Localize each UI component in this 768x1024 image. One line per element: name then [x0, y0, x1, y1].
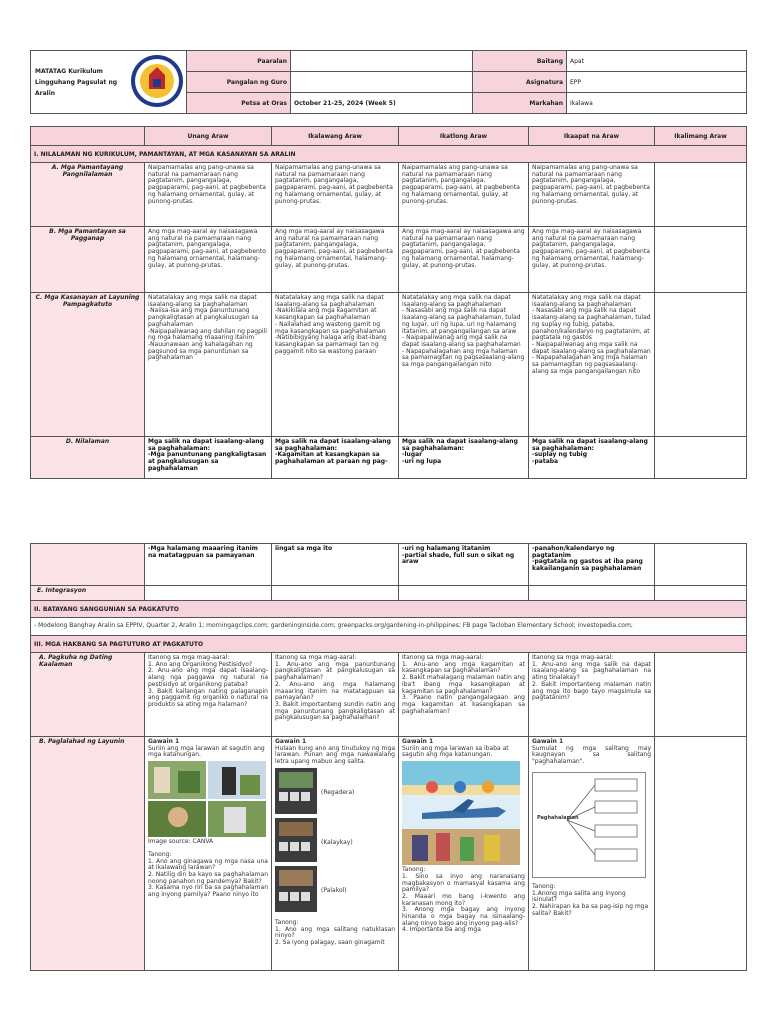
day-4-header: Ikaapat na Araw [529, 127, 655, 146]
row-b-day3: Ang mga mag-aaral ay naisasagawa ang natural na pamamaraan nang pagtatanim, pangangalaga, pagpaparami, pag-aani, at pagbebenta ng halamang ornamental, halamang-gulay, at punong-prutas. [399, 227, 529, 293]
row-a-label: A. Mga Pamantayang Pangnilalaman [31, 163, 145, 227]
row-d-day4: Mga salik na dapat isaalang-alang sa paghahalaman: -suplay ng tubig -pataba [529, 437, 655, 479]
paaralan-value [291, 51, 473, 72]
row-pb-label: B. Paglalahad ng Layunin [31, 737, 145, 971]
row-b-day1: Ang mga mag-aaral ay naisasagawa ang natural na pamamaraan nang pagtatanim, pangangalaga, pagpaparami, pag-aani, at pagbebento ng halamang ornamental, halamang-gulay, at punong-prutas. [145, 227, 272, 293]
gawain-title: Gawain 1 [402, 738, 434, 745]
row-e-label: E. Integrasyon [31, 586, 145, 601]
header-title-cell [31, 51, 187, 114]
row-d2-day3: -uri ng halamang itatanim -partial shade, full sun o sikat ng araw [399, 544, 529, 586]
image-source-note: Image source: CANVA [148, 838, 214, 846]
travel-photo-collage-image [402, 761, 520, 865]
row-e-day5 [655, 586, 747, 601]
lesson-table-page1 [30, 126, 747, 479]
row-a-day5 [655, 163, 747, 227]
row-pa-day2: Itanong sa mga mag-aaral: 1. Anu-ano ang mga panuntunang pangkaligtasan at pangkalusugan sa paghahalaman? 2. Anu-ano ang mga halamang maaaring itanim na matatagpuan sa pamayanan? 3. Bakit importanteng sundin natin ang mga panuntunang pangkaligtasan at pangkalusugan sa paghahalaman? [272, 653, 399, 737]
row-e-day3 [399, 586, 529, 601]
asignatura-value: EPP [567, 72, 747, 93]
row-pa-day1: Itanong sa mga mag-aaral: 1. Ano ang Organikong Pestisidyo? 2. Anu-ano ang mga dapat isaalang-alang nga paggawa ng natural na pestisidyo at organikong pataba? 3. Bakit kailangan nating palaganapin ang paggamit ng organiko o natural na produkto sa ating mga halaman? [145, 653, 272, 737]
word-web-center: Paghahalaman [537, 814, 579, 821]
tool-item-2: (Kalaykay) [321, 838, 353, 846]
page-two [30, 543, 746, 971]
guro-value [291, 72, 473, 93]
rake-letters-image [275, 818, 317, 862]
gawain-1-questions: Tanong: 1. Ano ang ginagawa ng mga nasa una at ikalawang larawan? 2. Natilig din ba kayo sa paghahalaman noong panahon ng pandemya? Bakit? 3. Kasama nyo rin ba sa paghahalaman ang inyong pamilya? Paano ninyo ito [148, 850, 268, 899]
row-b-day4: Ang mga mag-aaral ay naisasagawa ang natural na pamamaraan nang pagtatanim, pangangalaga, pagpaparami, pag-aani, at pagbebenta ng halamang ornamental, halamang-gulay, at punong-prutas. [529, 227, 655, 293]
asignatura-label: Asignatura [473, 72, 567, 93]
row-e-day4 [529, 586, 655, 601]
row-d-continued-label [31, 544, 145, 586]
row-a-day2: Naipamamalas ang pang-unawa sa natural na pamamaraan nang pagtatanim, pangangalaga, pagpaparami, pag-aani, at pagbebenta ng halamang ornamental, gulay, at punong-prutas. [272, 163, 399, 227]
gawain-title: Gawain 1 [532, 738, 564, 745]
gawain-4-questions: Tanong: 1.Anong mga salita ang inyong isinulat? 2. Nahirapan ka ba sa pag-isip ng mga salita? Bakit? [532, 882, 649, 917]
guro-label: Pangalan ng Guro [187, 72, 291, 93]
row-pb-day4 [529, 737, 655, 971]
row-d-label: D. Nilalaman [31, 437, 145, 479]
row-c-day1: Natatalakay ang mga salik na dapat isaalang-alang sa paghahalaman -Naiisa-isa ang mga panuntunang pangkaligtasan at pangkalusugan sa paghahalaman -Naipapaliwanag ang dahilan ng pagpili ng mga halamang maaaring itanim -Nauunawaan ang kahalagahan ng pagsunod sa mga panuntunan sa paghahalaman [145, 293, 272, 437]
markahan-value: Ikalawa [567, 93, 747, 114]
day-1-header: Unang Araw [145, 127, 272, 146]
row-c-label: C. Mga Kasanayan at Layuning Pampagkatuto [31, 293, 145, 437]
row-e-day1 [145, 586, 272, 601]
row-a-day1: Naipamamalas ang pang-unawa sa natural na pamamaraan nang pagtatanim, pangangalaga, pagpaparami, pag-aani, at pagbebenta ng halamang ornamental, gulay, at punong-prutas. [145, 163, 272, 227]
row-c-day5 [655, 293, 747, 437]
corner-cell [31, 127, 145, 146]
section-one-heading: I. NILALAMAN NG KURIKULUM, PAMANTAYAN, AT MGA KASANAYAN SA ARALIN [31, 146, 747, 163]
gawain-4-instructions: Sumulat ng mga salitang may kaugnayan sa salitang "paghahalaman". [532, 744, 651, 766]
word-web-diagram [532, 772, 646, 878]
watering-can-letters-image [275, 768, 317, 814]
row-pa-day5 [655, 653, 747, 737]
row-b-day2: Ang mga mag-aaral ay naisasagawa ang natural na pamamaraan nang pagtatanim, pangangalaga, pagpaparami, pag-aani, at pagbebenta ng halamang ornamental, halamang-gulay, at punong-prutas. [272, 227, 399, 293]
day-3-header: Ikatlong Araw [399, 127, 529, 146]
document-title: MATATAG Kurikulum Lingguhang Pagsulat ng Aralin [35, 67, 118, 97]
row-e-day2 [272, 586, 399, 601]
row-pb-day5 [655, 737, 747, 971]
gardening-photo-collage-image [148, 761, 266, 837]
gawain-2-instructions: Hulaan kung ano ang tinutukoy ng mga larawan. Punan ang mga nawawalang letra upang mabuo ang salita. [275, 744, 395, 766]
tool-guessing-list [275, 768, 395, 916]
gawain-3-questions: Tanong: 1. Sino sa inyo ang naranasang magbakasyon o mamasyal kasama ang pamilya? 2. Maaari mo bang i-kwento ang karanasan mong ito? 3. Anong mga bagay ang inyong hinanda o mga bagay na isinaalang-alang ninyo bago ang inyong pag-alis? 4. Importante ba ang mga [402, 866, 525, 934]
word-web-lines [533, 773, 645, 877]
row-d-day3: Mga salik na dapat isaalang-alang sa paghahalaman: -lugar -uri ng lupa [399, 437, 529, 479]
row-pa-label: A. Pagkuha ng Dating Kaalaman [31, 653, 145, 737]
gawain-3-instructions: Suriin ang mga larawan sa ibaba at sagutin ang mga katanungan. [402, 744, 509, 759]
sanggunian-text: - Modelong Banghay Aralin sa EPPIV, Quarter 2, Aralin 1; morningagclips.com; gardeninginside.com; greenpacks.org/gardening-in-philippines; FB page Tacloban Elementary School; investopedia.com; [31, 618, 747, 636]
petsa-label: Petsa at Oras [187, 93, 291, 114]
section-two-heading: II. BATAYANG SANGGUNIAN SA PAGKATUTO [31, 601, 747, 618]
paaralan-label: Paaralan [187, 51, 291, 72]
row-b-day5 [655, 227, 747, 293]
header-table [30, 50, 747, 114]
baitang-label: Baitang [473, 51, 567, 72]
deped-seal-icon [129, 53, 185, 109]
tool-item-1: (Regadera) [321, 788, 355, 796]
row-d-day1: Mga salik na dapat isaalang-alang sa paghahalaman: -Mga panuntunang pangkaligtasan at pangkalusugan sa paghahalaman [145, 437, 272, 479]
page-one [30, 50, 746, 479]
row-pa-day3: Itanong sa mga mag-aaral: 1. Anu-ano ang mga kagamitan at kasangkapan sa paghahalaman? 2. Bakit mahalagang malaman natin ang iba't ibang mga kasangkapan at kagamitan sa paghahalaman? 3. Paano natin pangangalagaan ang mga kagamitan at kasangkapan sa paghahalaman? [399, 653, 529, 737]
row-pb-day3 [399, 737, 529, 971]
day-5-header: Ikalimang Araw [655, 127, 747, 146]
axe-letters-image [275, 866, 317, 912]
gawain-title: Gawain 1 [275, 738, 307, 745]
baitang-value: Apat [567, 51, 747, 72]
row-pb-day2 [272, 737, 399, 971]
row-c-day3: Natatalakay ang mga salik na dapat isaalang-alang sa paghahalaman - Nasasabi ang mga salik na dapat isaalang-alang sa paghahalaman, tulad ng lugar, uri ng lupa, uri ng halamang itatanim, at pangangailangan sa araw - Naipapaliwanag ang mga salik na dapat isaalang-alang sa paghahalaman - Napapahalagahan ang mga halaman sa pamamagitan ng pagsasaalang-alang sa mga pangangailangan nito [399, 293, 529, 437]
gawain-1-instructions: Suriin ang mga larawan at sagutin ang mga katanungan. [148, 744, 265, 759]
row-pb-day1 [145, 737, 272, 971]
row-d2-day4: -panahon/kalendaryo ng pagtatanim -pagtatala ng gastos at iba pang kakailanganin sa paghahalaman [529, 544, 655, 586]
row-d2-day1: -Mga halamang maaaring itanim na matatagpuan sa pamayanan [145, 544, 272, 586]
row-d-day5 [655, 437, 747, 479]
row-d2-day2: iingat sa mga ito [272, 544, 399, 586]
row-d-day2: Mga salik na dapat isaalang-alang sa paghahalaman: -Kagamitan at kasangkapan sa paghahalaman at paraan ng pag- [272, 437, 399, 479]
row-pa-day4: Itanong sa mga mag-aaral: 1. Anu-ano ang mga salik na dapat isaalang-alang sa paghahalaman na ating tinalakay? 2. Bakit importanteng malaman natin ang mga ito bago tayo magsimula sa pagtatanim? [529, 653, 655, 737]
section-three-heading: III. MGA HAKBANG SA PAGTUTURO AT PAGKATUTO [31, 636, 747, 653]
row-d2-day5 [655, 544, 747, 586]
row-a-day4: Naipamamalas ang pang-unawa sa natural na pamamaraan nang pagtatanim, pangangalaga, pagpaparami, pag-aani, at pagbebenta ng halamang ornamental, gulay, at punong-prutas. [529, 163, 655, 227]
gawain-title: Gawain 1 [148, 738, 180, 745]
markahan-label: Markahan [473, 93, 567, 114]
gawain-2-questions: Tanong: 1. Ano ang mga salitang natuklasan ninyo? 2. Sa iyong palagay, saan ginagamit [275, 918, 395, 946]
row-c-day4: Natatalakay ang mga salik na dapat isaalang-alang sa paghahalaman - Nasasabi ang mga salik na dapat isaalang-alang sa paghahalaman, tulad ng suplay ng tubig, pataba, panahon/kalendaryo ng pagtatanim, at pagtatala ng gastos - Naipapaliwanag ang mga salik na dapat isaalang-alang sa paghahalaman - Napapahalagahan ang mga halaman sa pamamagitan ng pagsasaalang-alang sa mga pangangailangan nito [529, 293, 655, 437]
day-2-header: Ikalawang Araw [272, 127, 399, 146]
row-a-day3: Naipamamalas ang pang-unawa sa natural na pamamaraan nang pagtatanim, pangangalaga, pagpaparami, pag-aani, at pagbebenta ng halamang ornamental, gulay, at punong-prutas. [399, 163, 529, 227]
petsa-value: October 21-25, 2024 (Week 5) [291, 93, 473, 114]
lesson-table-page2 [30, 543, 747, 971]
tool-item-3: (Palakol) [321, 886, 347, 894]
row-c-day2: Natatalakay ang mga salik na dapat isaalang-alang sa paghahalaman -Nakikilala ang mga kagamitan at kasangkapan sa paghahalaman - Nailalahad ang wastong gamit ng mga kasangkapan sa paghahalaman -Natibibigyang halaga ang ibat-ibang kasangkapan sa pamamagi tan ng paggamit nito sa wastong paraan [272, 293, 399, 437]
row-b-label: B. Mga Pamantayan sa Pagganap [31, 227, 145, 293]
